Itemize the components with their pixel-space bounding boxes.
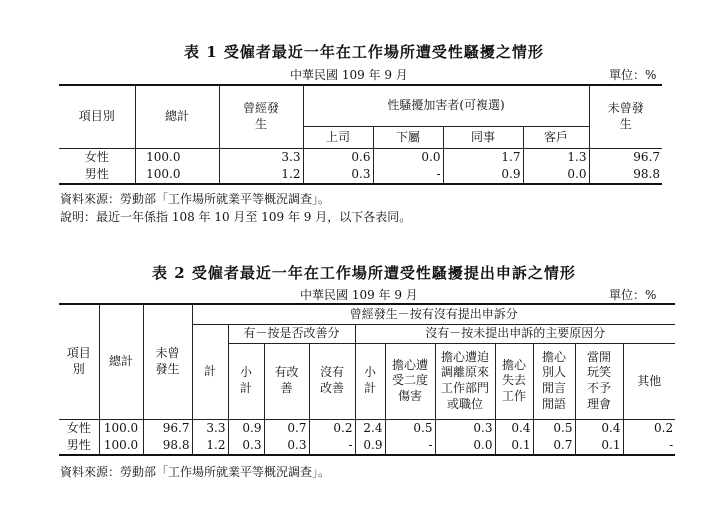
cell: 0.6	[303, 148, 373, 166]
t2-header-sum: 計	[192, 324, 228, 419]
cell: 96.7	[633, 149, 660, 164]
cell: 0.0	[373, 148, 443, 166]
cell: -	[309, 437, 355, 455]
cell: 0.9	[228, 419, 264, 437]
row-label: 男性	[59, 437, 99, 455]
cell: -	[385, 437, 435, 455]
cell: 0.9	[443, 166, 523, 184]
t2-header-no-subtotal: 小計	[355, 343, 385, 419]
table-row	[59, 148, 662, 166]
table2	[59, 303, 675, 456]
cell: 0.5	[533, 419, 575, 437]
cell: 0.7	[533, 437, 575, 455]
t2-header-fear-gossip: 擔心別人閒言閒語	[533, 343, 575, 419]
table1	[59, 84, 662, 185]
t2-header-occurred-group: 曾經發生－按有沒有提出申訴分	[192, 304, 675, 324]
cell: 100.0	[135, 166, 219, 184]
table-row	[59, 419, 675, 437]
t2-header-no-group: 沒有－按未提出申訴的主要原因分	[355, 324, 675, 343]
t1-header-item: 項目別	[59, 85, 135, 148]
row-label: 女性	[59, 148, 135, 166]
cell: 0.5	[385, 419, 435, 437]
cell: 0.9	[355, 437, 385, 455]
t1-header-customer: 客戶	[523, 126, 589, 148]
t2-header-fear-harm: 擔心遭受二度傷害	[385, 343, 435, 419]
table1-title: 表 1 受僱者最近一年在工作場所遭受性騷擾之情形	[184, 43, 544, 61]
table2-source: 資料來源：勞動部「工作場所就業平等概況調查」。	[60, 465, 331, 479]
t2-header-yes-subtotal: 小計	[228, 343, 264, 419]
t2-header-yes-group: 有－按是否改善分	[228, 324, 355, 343]
cell: 100.0	[99, 419, 143, 437]
t2-header-not-improved: 沒有改善	[309, 343, 355, 419]
t2-header-other: 其他	[623, 343, 675, 419]
t1-header-subordinate: 下屬	[373, 126, 443, 148]
cell: 1.3	[523, 148, 589, 166]
t1-header-superior: 上司	[303, 126, 373, 148]
t1-header-occurred: 曾經發生	[219, 85, 303, 148]
t2-header-not-occurred: 未曾發生	[143, 304, 192, 419]
cell: 0.4	[575, 419, 623, 437]
t2-header-improved: 有改善	[264, 343, 309, 419]
t1-header-colleague: 同事	[443, 126, 523, 148]
t2-header-item: 項目別	[59, 304, 99, 419]
cell: 0.1	[575, 437, 623, 455]
row-label: 男性	[59, 166, 135, 184]
cell: 100.0	[135, 148, 219, 166]
table1-subtitle: 中華民國 109 年 9 月	[290, 68, 408, 82]
t1-header-total: 總計	[135, 85, 219, 148]
t1-header-harasser-group: 性騷擾加害者(可複選)	[303, 85, 589, 126]
cell: 1.7	[443, 148, 523, 166]
t2-header-fear-forced: 擔心遭迫調離原來工作部門或職位	[435, 343, 495, 419]
cell: 98.8	[143, 437, 192, 455]
table2-unit: 單位：%	[609, 288, 657, 302]
cell: 100.0	[99, 437, 143, 455]
table-row	[59, 166, 662, 184]
t1-header-not-occurred: 未曾發生	[589, 85, 662, 148]
cell: 1.2	[192, 437, 228, 455]
cell: 0.4	[495, 419, 533, 437]
cell: 96.7	[143, 419, 192, 437]
row-label: 女性	[59, 419, 99, 437]
cell: 0.3	[264, 437, 309, 455]
cell: 0.3	[435, 419, 495, 437]
cell: -	[373, 166, 443, 184]
cell: 2.4	[355, 419, 385, 437]
cell: 3.3	[192, 419, 228, 437]
cell: 0.2	[309, 419, 355, 437]
t2-header-total: 總計	[99, 304, 143, 419]
t2-header-fear-job: 擔心失去工作	[495, 343, 533, 419]
t2-header-joke: 當開玩笑不予理會	[575, 343, 623, 419]
cell: 3.3	[219, 148, 303, 166]
cell: 0.3	[303, 166, 373, 184]
cell: 1.2	[219, 166, 303, 184]
cell: -	[623, 437, 675, 455]
cell: 0.2	[654, 420, 674, 435]
cell: 0.7	[264, 419, 309, 437]
table-row	[59, 437, 675, 455]
cell: 0.3	[228, 437, 264, 455]
table2-subtitle: 中華民國 109 年 9 月	[300, 288, 418, 302]
table1-unit: 單位：%	[609, 68, 657, 82]
cell: 0.1	[495, 437, 533, 455]
table1-note: 說明：最近一年係指 108 年 10 月至 109 年 9 月，以下各表同。	[60, 210, 412, 224]
table2-title: 表 2 受僱者最近一年在工作場所遭受性騷擾提出申訴之情形	[152, 264, 576, 282]
cell: 0.0	[435, 437, 495, 455]
cell: 98.8	[589, 166, 662, 184]
cell: 0.0	[523, 166, 589, 184]
table1-source: 資料來源：勞動部「工作場所就業平等概況調查」。	[60, 192, 331, 206]
